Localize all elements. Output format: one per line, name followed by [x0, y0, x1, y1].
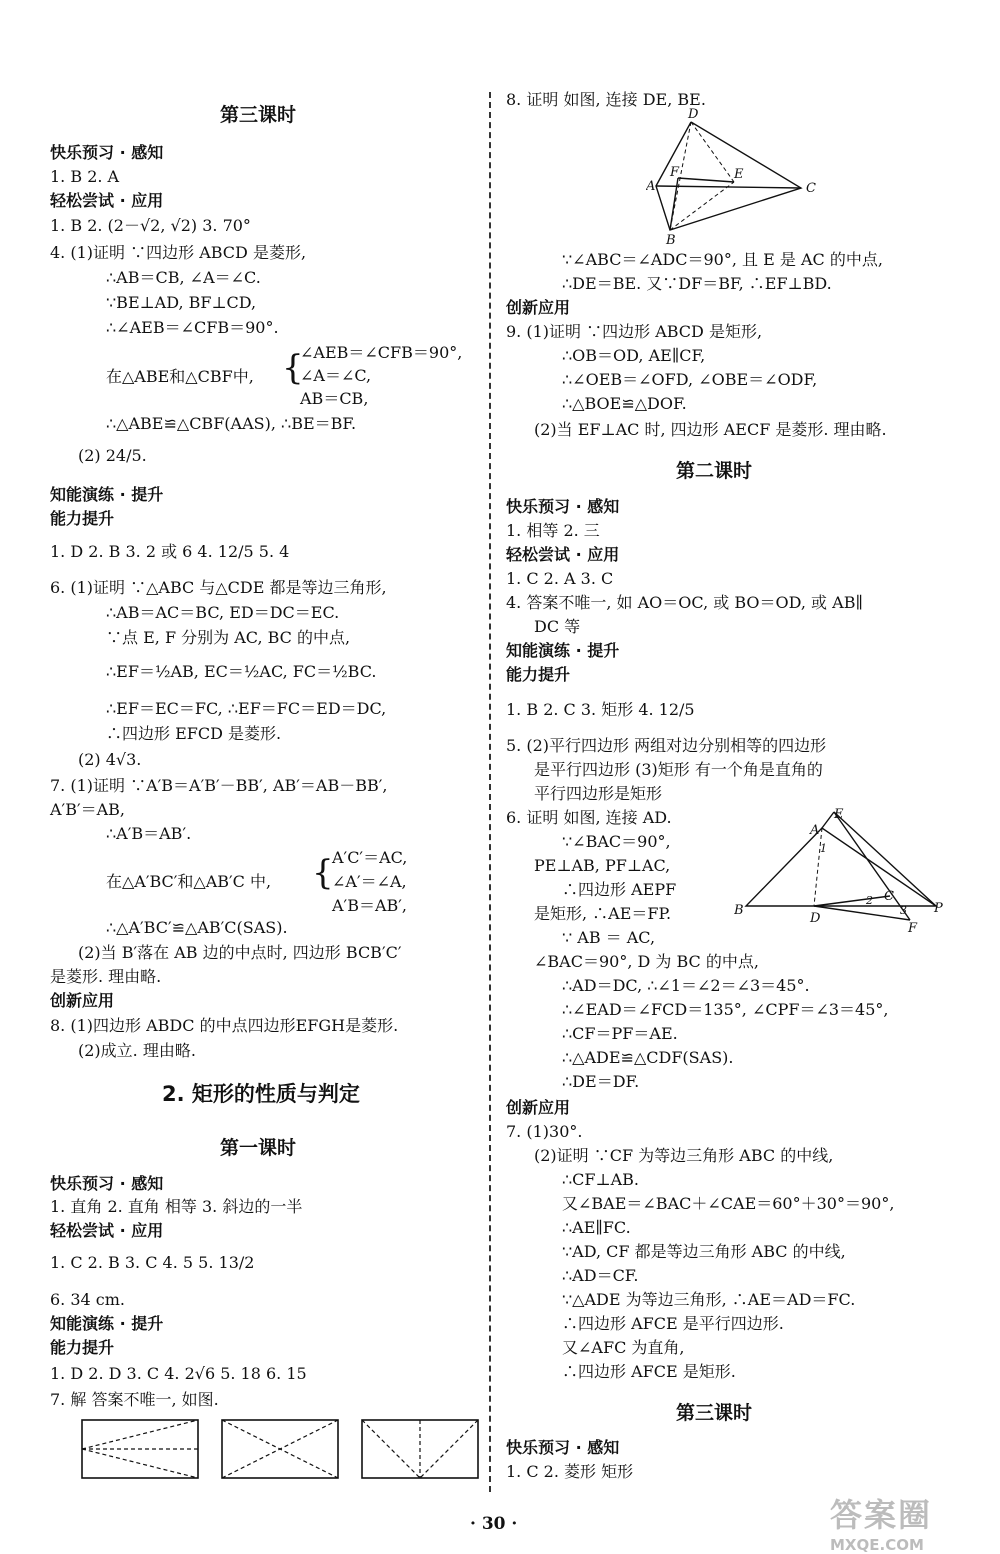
label-2: 2 [866, 894, 873, 907]
page-number: · 30 · [470, 1514, 518, 1534]
label-A: A [646, 179, 656, 194]
chapter-title: 2. 矩形的性质与判定 [162, 1082, 360, 1106]
label-E: E [734, 167, 744, 182]
answer-line: (2)当 EF⊥AC 时, 四边形 AECF 是菱形. 理由略. [534, 420, 887, 439]
answer-line: ∴△A′BC′≌△AB′C(SAS). [106, 918, 288, 937]
answer-line: ∴∠AEB＝∠CFB＝90°. [106, 318, 279, 337]
heading-try: 轻松尝试 · 应用 [506, 545, 620, 564]
answer-line: ∴∠EAD＝∠FCD＝135°, ∠CPF＝∠3＝45°, [562, 1000, 889, 1019]
answer-line: ∴△ADE≌△CDF(SAS). [562, 1048, 734, 1067]
answer-line: ∵∠ABC＝∠ADC＝90°, 且 E 是 AC 的中点, [562, 250, 883, 269]
answer-line: 在△A′BC′和△AB′C 中, [106, 872, 272, 891]
answer-line: 在△ABE和△CBF中, [106, 367, 254, 386]
label-C: C [884, 889, 894, 904]
answer-line: ∵△ADE 为等边三角形, ∴AE＝AD＝FC. [562, 1290, 856, 1309]
heading-preview: 快乐预习 · 感知 [506, 497, 620, 516]
condition-line: A′B＝AB′, [332, 896, 407, 915]
answer-line: ∵AD, CF 都是等边三角形 ABC 的中线, [562, 1242, 846, 1261]
section-title: 第三课时 [220, 104, 297, 126]
section-title: 第三课时 [676, 1402, 753, 1424]
heading-try: 轻松尝试 · 应用 [50, 191, 164, 210]
answer-line: 1. B 2. A [50, 167, 120, 186]
watermark-url: MXQE.COM [830, 1536, 924, 1554]
answer-line: ∴∠OEB＝∠OFD, ∠OBE＝∠ODF, [562, 370, 818, 389]
answer-line: ∵ AB ＝ AC, [562, 928, 656, 947]
heading-create: 创新应用 [50, 991, 115, 1010]
label-B: B [734, 903, 744, 918]
answer-line: 1. C 2. A 3. C [506, 569, 614, 588]
label-D: D [688, 107, 699, 122]
answer-line: 是菱形. 理由略. [50, 967, 162, 986]
answer-line: ∠BAC＝90°, D 为 BC 的中点, [534, 952, 759, 971]
answer-line: PE⊥AB, PF⊥AC, [534, 856, 671, 875]
answer-line: ∴△ABE≌△CBF(AAS), ∴BE＝BF. [106, 414, 357, 433]
answer-line: 6. (1)证明 ∵△ABC 与△CDE 都是等边三角形, [50, 578, 387, 597]
answer-line: 1. D 2. B 3. 2 或 6 4. 12/5 5. 4 [50, 542, 290, 561]
answer-line: ∴AB＝CB, ∠A＝∠C. [106, 268, 261, 287]
label-E: E [834, 808, 844, 822]
answer-line: ∴四边形 EFCD 是菱形. [106, 724, 282, 743]
answer-line: ∴A′B＝AB′. [106, 824, 192, 843]
heading-create: 创新应用 [506, 1098, 571, 1117]
condition-line: A′C′＝AC, [332, 848, 408, 867]
answer-line: ∴四边形 AFCE 是平行四边形. [562, 1314, 784, 1333]
answer-line: 8. 证明 如图, 连接 DE, BE. [506, 90, 706, 109]
answer-line: ∴四边形 AEPF [562, 880, 677, 899]
answer-line: DC 等 [534, 617, 581, 636]
condition-line: AB＝CB, [300, 389, 369, 408]
answer-line: 1. C 2. B 3. C 4. 5 5. 13/2 [50, 1253, 255, 1272]
column-divider [489, 92, 491, 1492]
answer-line: 是平行四边形 (3)矩形 有一个角是直角的 [534, 760, 823, 779]
label-P: P [934, 901, 943, 916]
label-3: 3 [900, 904, 907, 917]
answer-line: ∴AB＝AC＝BC, ED＝DC＝EC. [106, 603, 340, 622]
answer-line: 9. (1)证明 ∵四边形 ABCD 是矩形, [506, 322, 763, 341]
subheading-ability: 能力提升 [50, 509, 115, 528]
answer-line: ∴OB＝OD, AE∥CF, [562, 346, 706, 365]
answer-line: 又∠BAE＝∠BAC＋∠CAE＝60°＋30°＝90°, [562, 1194, 895, 1213]
answer-line: 平行四边形是矩形 [534, 784, 663, 803]
label-F: F [670, 165, 680, 180]
answer-line: ∴CF＝PF＝AE. [562, 1024, 678, 1043]
answer-line: 7. 解 答案不唯一, 如图. [50, 1390, 219, 1409]
heading-train: 知能演练 · 提升 [50, 1314, 164, 1333]
heading-try: 轻松尝试 · 应用 [50, 1221, 164, 1240]
answer-line: ∴EF＝½AB, EC＝½AC, FC＝½BC. [106, 662, 377, 681]
brace: { [282, 348, 304, 388]
answer-line: (2) 4√3. [78, 750, 142, 769]
answer-line: ∵点 E, F 分别为 AC, BC 的中点, [106, 628, 351, 647]
subheading-ability: 能力提升 [506, 665, 571, 684]
answer-line: 又∠AFC 为直角, [562, 1338, 685, 1357]
answer-line: 6. 34 cm. [50, 1290, 126, 1309]
label-1: 1 [820, 842, 827, 855]
answer-line: 是矩形, ∴AE＝FP. [534, 904, 672, 923]
label-A: A [810, 823, 820, 838]
answer-line: ∴DE＝DF. [562, 1072, 640, 1091]
answer-line: 1. 直角 2. 直角 相等 3. 斜边的一半 [50, 1197, 303, 1216]
answer-line: (2)成立. 理由略. [78, 1041, 196, 1060]
rectangle-division-figures [80, 1418, 490, 1482]
watermark [830, 1490, 990, 1554]
answer-line: 5. (2)平行四边形 两组对边分别相等的四边形 [506, 736, 827, 755]
answer-line: A′B′＝AB, [50, 800, 125, 819]
answer-line: 1. B 2. (2－√2, √2) 3. 70° [50, 216, 251, 235]
heading-create: 创新应用 [506, 298, 571, 317]
label-D: D [810, 911, 821, 926]
heading-preview: 快乐预习 · 感知 [50, 1174, 164, 1193]
answer-line: ∴EF＝EC＝FC, ∴EF＝FC＝ED＝DC, [106, 699, 387, 718]
answer-line: 1. C 2. 菱形 矩形 [506, 1462, 634, 1481]
answer-line: ∴DE＝BE. 又∵DF＝BF, ∴EF⊥BD. [562, 274, 832, 293]
section-title: 第二课时 [676, 460, 753, 482]
answer-line: ∵∠BAC＝90°, [562, 832, 671, 851]
answer-line: ∵BE⊥AD, BF⊥CD, [106, 293, 257, 312]
label-F: F [908, 921, 918, 936]
heading-train: 知能演练 · 提升 [506, 641, 620, 660]
answer-line: ∴AD＝CF. [562, 1266, 639, 1285]
heading-train: 知能演练 · 提升 [50, 485, 164, 504]
section-title: 第一课时 [220, 1137, 297, 1159]
label-C: C [806, 181, 816, 196]
watermark-logo-text: 答案圈 [830, 1496, 933, 1534]
answer-line: ∴CF⊥AB. [562, 1170, 639, 1189]
answer-line: 1. D 2. D 3. C 4. 2√6 5. 18 6. 15 [50, 1364, 307, 1383]
answer-line: (2)证明 ∵CF 为等边三角形 ABC 的中线, [534, 1146, 834, 1165]
brace: { [312, 853, 334, 893]
answer-line: 7. (1)证明 ∵A′B＝A′B′－BB′, AB′＝AB－BB′, [50, 776, 388, 795]
answer-line: (2)当 B′落在 AB 边的中点时, 四边形 BCB′C′ [78, 943, 402, 962]
answer-line: 6. 证明 如图, 连接 AD. [506, 808, 672, 827]
condition-line: ∠AEB＝∠CFB＝90°, [300, 343, 463, 362]
label-B: B [666, 233, 676, 246]
heading-preview: 快乐预习 · 感知 [50, 143, 164, 162]
answer-line: 1. B 2. C 3. 矩形 4. 12/5 [506, 700, 695, 719]
answer-line: ∴AD＝DC, ∴∠1＝∠2＝∠3＝45°. [562, 976, 810, 995]
condition-line: ∠A＝∠C, [300, 366, 372, 385]
answer-line: ∴AE∥FC. [562, 1218, 631, 1237]
triangle-figure [734, 808, 946, 936]
subheading-ability: 能力提升 [50, 1338, 115, 1357]
heading-preview: 快乐预习 · 感知 [506, 1438, 620, 1457]
answer-line: 4. 答案不唯一, 如 AO＝OC, 或 BO＝OD, 或 AB∥ [506, 593, 863, 612]
quadrilateral-figure [646, 106, 826, 246]
answer-line: ∴四边形 AFCE 是矩形. [562, 1362, 736, 1381]
condition-line: ∠A′＝∠A, [332, 872, 407, 891]
answer-line: 1. 相等 2. 三 [506, 521, 600, 540]
answer-line: (2) 24/5. [78, 446, 147, 465]
answer-line: 8. (1)四边形 ABDC 的中点四边形EFGH是菱形. [50, 1016, 399, 1035]
answer-line: 4. (1)证明 ∵四边形 ABCD 是菱形, [50, 243, 307, 262]
answer-line: ∴△BOE≌△DOF. [562, 394, 687, 413]
answer-line: 7. (1)30°. [506, 1122, 583, 1141]
